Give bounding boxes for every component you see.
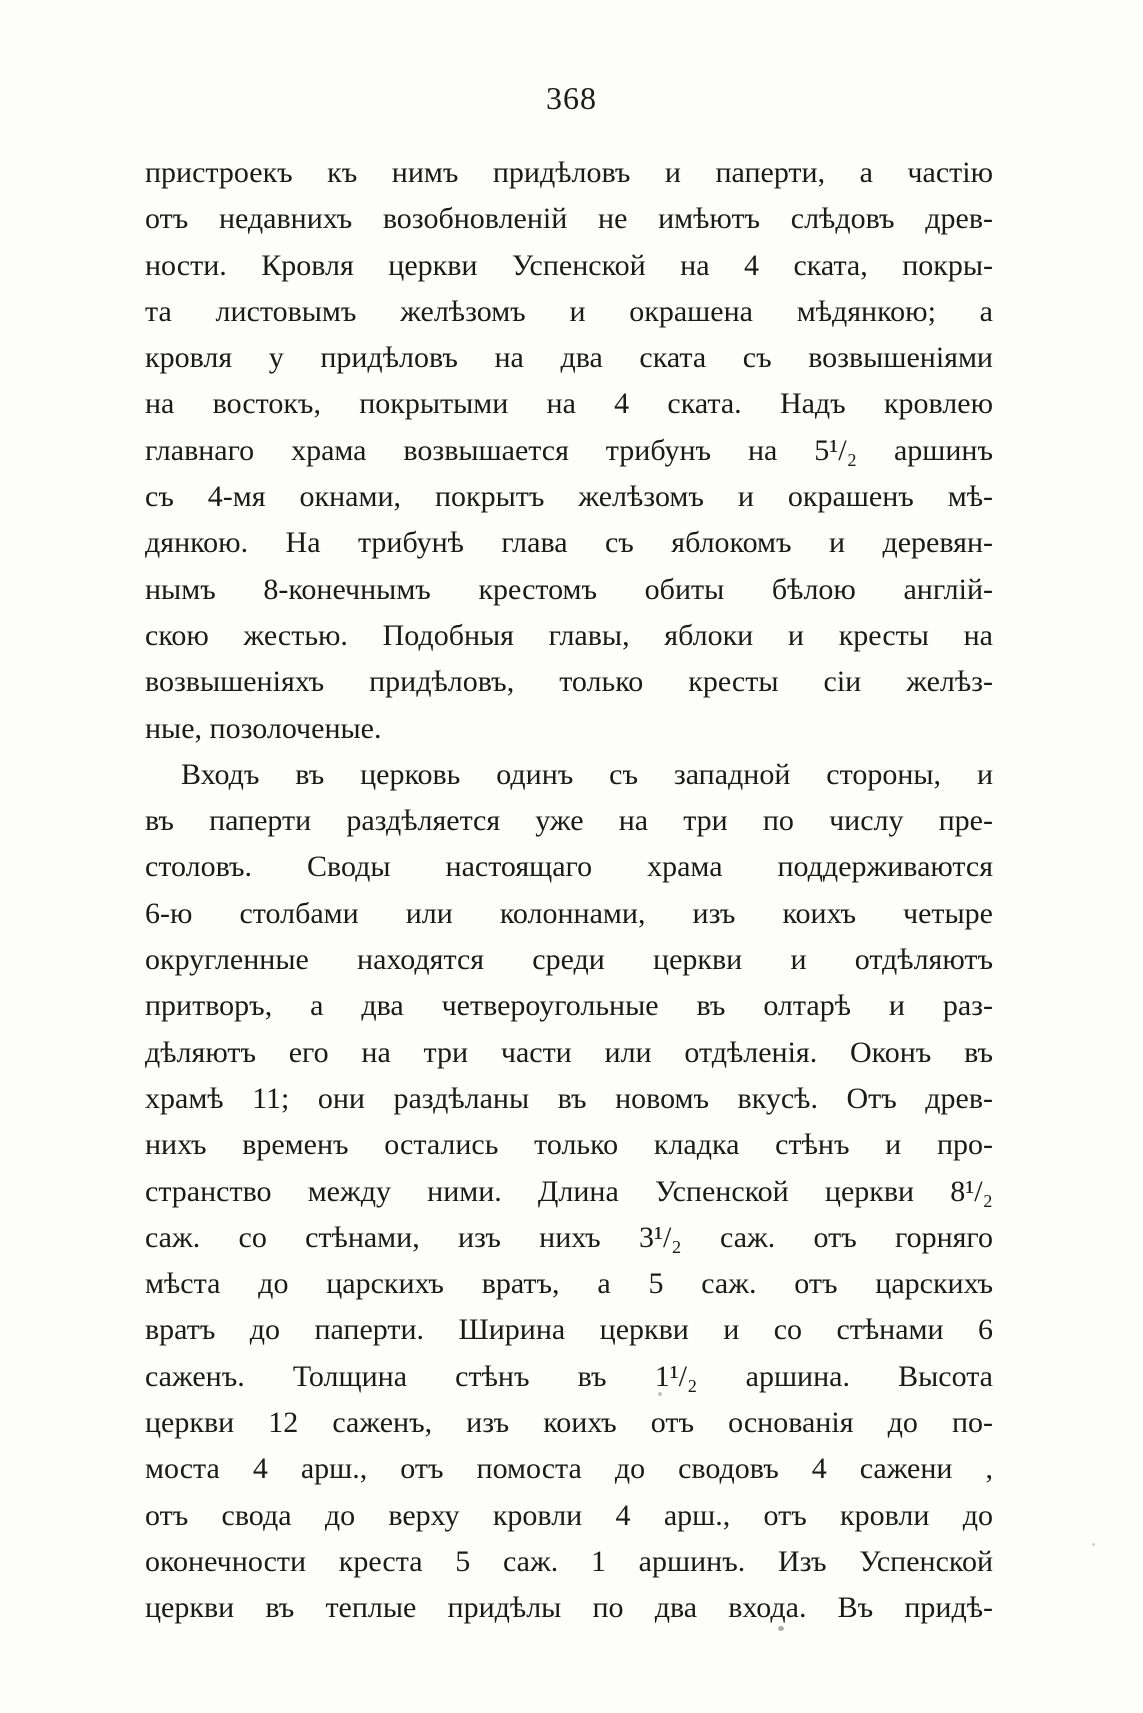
paragraph-start-line: Входъ въ церковь одинъ съ западной стороны, и — [181, 757, 993, 791]
text-line: церкви 12 саженъ, изъ коихъ отъ основанія до по- — [145, 1406, 993, 1440]
text-line: саж. со стѣнами, изъ нихъ 3¹/₂ саж. отъ горняго — [145, 1220, 993, 1254]
text-line: дянкою. На трибунѣ глава съ яблокомъ и деревян- — [145, 526, 993, 560]
text-line: храмѣ 11; они раздѣланы въ новомъ вкусѣ. Отъ древ- — [145, 1081, 993, 1115]
text-line: дѣляютъ его на три части или отдѣленія. Оконъ въ — [145, 1035, 993, 1069]
text-line: притворъ, а два четвероугольные въ олтарѣ и раз- — [145, 989, 993, 1023]
text-line: кровля у придѣловъ на два ската съ возвышеніями — [145, 341, 993, 375]
text-line: округленные находятся среди церкви и отдѣляютъ — [145, 943, 993, 977]
paper-speck — [658, 1392, 662, 1396]
text-line: нихъ временъ остались только кладка стѣнъ и про- — [145, 1128, 993, 1162]
paper-speck — [778, 1626, 784, 1631]
text-line: отъ свода до верху кровли 4 арш., отъ кровли до — [145, 1498, 993, 1532]
body-text — [145, 150, 993, 1632]
text-line: главнаго храма возвышается трибунъ на 5¹/₂ аршинъ — [145, 433, 993, 467]
text-line: странство между ними. Длина Успенской церкви 8¹/₂ — [145, 1174, 993, 1208]
text-line: моста 4 арш., отъ помоста до сводовъ 4 сажени , — [145, 1452, 993, 1486]
paragraph-end-line: ные, позолоченые. — [145, 711, 382, 745]
text-line: вратъ до паперти. Ширина церкви и со стѣнами 6 — [145, 1313, 993, 1347]
text-line: саженъ. Толщина стѣнъ въ 1¹/₂ аршина. Высота — [145, 1359, 993, 1393]
text-line: мѣста до царскихъ вратъ, а 5 саж. отъ царскихъ — [145, 1267, 993, 1301]
text-line: скою жестью. Подобныя главы, яблоки и кресты на — [145, 618, 993, 652]
text-line: возвышеніяхъ придѣловъ, только кресты сіи желѣз- — [145, 665, 993, 699]
text-line: пристроекъ къ нимъ придѣловъ и паперти, а частію — [145, 156, 993, 189]
text-line: та листовымъ желѣзомъ и окрашена мѣдянкою; а — [145, 294, 993, 328]
text-line: отъ недавнихъ возобновленій не имѣютъ слѣдовъ древ- — [145, 202, 993, 236]
page-number: 368 — [546, 80, 597, 116]
paper-speck — [1092, 1543, 1095, 1546]
text-line: нымъ 8-конечнымъ крестомъ обиты бѣлою англій- — [145, 572, 993, 606]
text-line: на востокъ, покрытыми на 4 ската. Надъ кровлею — [145, 387, 993, 421]
text-line: ности. Кровля церкви Успенской на 4 ската, покры- — [145, 248, 993, 282]
text-line: 6-ю столбами или колоннами, изъ коихъ четыре — [145, 896, 993, 930]
text-line: съ 4-мя окнами, покрытъ желѣзомъ и окрашенъ мѣ- — [145, 480, 993, 514]
text-line: въ паперти раздѣляется уже на три по числу пре- — [145, 804, 993, 838]
text-line: церкви въ теплые придѣлы по два входа. Въ придѣ- — [145, 1591, 993, 1625]
text-line: оконечности креста 5 саж. 1 аршинъ. Изъ Успенской — [145, 1544, 993, 1578]
text-line: столовъ. Своды настоящаго храма поддерживаются — [145, 850, 993, 884]
